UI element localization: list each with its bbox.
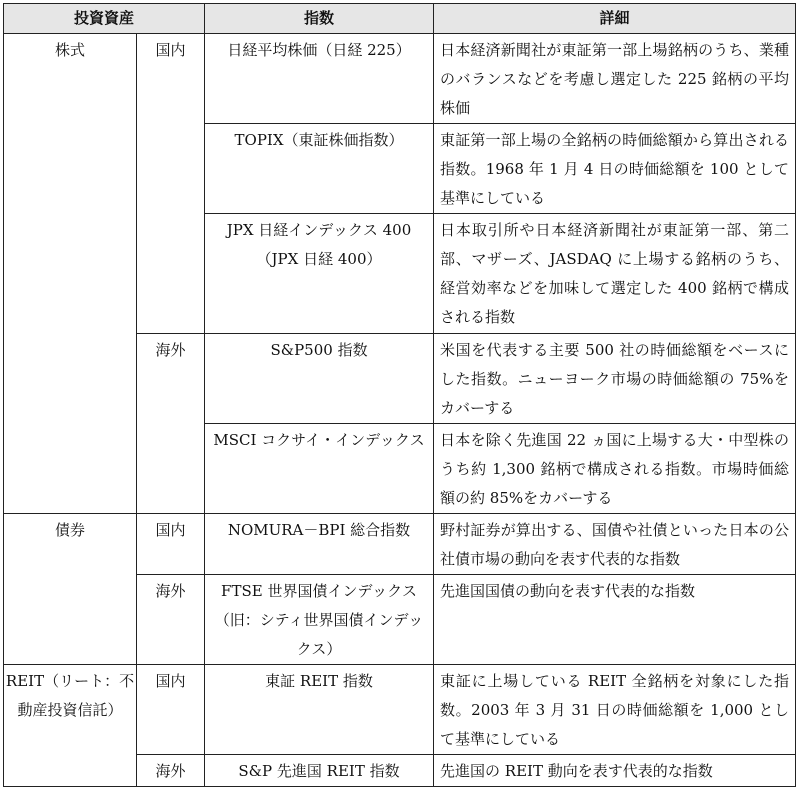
index-name: NOMURA－BPI 総合指数 [205, 514, 434, 575]
index-name: S&P 先進国 REIT 指数 [205, 755, 434, 787]
header-asset: 投資資産 [4, 4, 205, 34]
index-name: 日経平均株価（日経 225） [205, 34, 434, 124]
asset-bond: 債券 [4, 514, 137, 665]
index-detail: 東証第一部上場の全銘柄の時価総額から算出される指数。1968 年 1 月 4 日の時価総額を 100 として基準にしている [434, 124, 796, 214]
header-row [4, 4, 796, 34]
index-name: TOPIX（東証株価指数） [205, 124, 434, 214]
index-detail: 東証に上場している REIT 全銘柄を対象にした指数。2003 年 3 月 31 日の時価総額を 1,000 として基準にしている [434, 665, 796, 755]
index-detail: 野村証券が算出する、国債や社債といった日本の公社債市場の動向を表す代表的な指数 [434, 514, 796, 575]
region-overseas: 海外 [137, 334, 205, 514]
index-detail: 日本を除く先進国 22 ヵ国に上場する大・中型株のうち約 1,300 銘柄で構成される指数。市場時価総額の約 85%をカバーする [434, 424, 796, 514]
index-detail: 先進国国債の動向を表す代表的な指数 [434, 575, 796, 665]
table-row [4, 34, 796, 124]
region-domestic: 国内 [137, 665, 205, 755]
index-name: S&P500 指数 [205, 334, 434, 424]
table-row [4, 665, 796, 755]
index-name: JPX 日経インデックス 400（JPX 日経 400） [205, 214, 434, 334]
header-index: 指数 [205, 4, 434, 34]
region-overseas: 海外 [137, 755, 205, 787]
region-domestic: 国内 [137, 514, 205, 575]
investment-index-table [3, 3, 796, 787]
index-name: 東証 REIT 指数 [205, 665, 434, 755]
index-detail: 先進国の REIT 動向を表す代表的な指数 [434, 755, 796, 787]
header-detail: 詳細 [434, 4, 796, 34]
asset-stock: 株式 [4, 34, 137, 514]
table-row [4, 514, 796, 575]
index-name: MSCI コクサイ・インデックス [205, 424, 434, 514]
index-detail: 日本経済新聞社が東証第一部上場銘柄のうち、業種のバランスなどを考慮し選定した 225 銘柄の平均株価 [434, 34, 796, 124]
region-domestic: 国内 [137, 34, 205, 334]
index-name: FTSE 世界国債インデックス（旧：シティ世界国債インデックス） [205, 575, 434, 665]
index-detail: 日本取引所や日本経済新聞社が東証第一部、第二部、マザーズ、JASDAQ に上場する銘柄のうち、経営効率などを加味して選定した 400 銘柄で構成される指数 [434, 214, 796, 334]
region-overseas: 海外 [137, 575, 205, 665]
asset-reit: REIT（リート：不動産投資信託） [4, 665, 137, 787]
index-detail: 米国を代表する主要 500 社の時価総額をベースにした指数。ニューヨーク市場の時価総額の 75%をカバーする [434, 334, 796, 424]
